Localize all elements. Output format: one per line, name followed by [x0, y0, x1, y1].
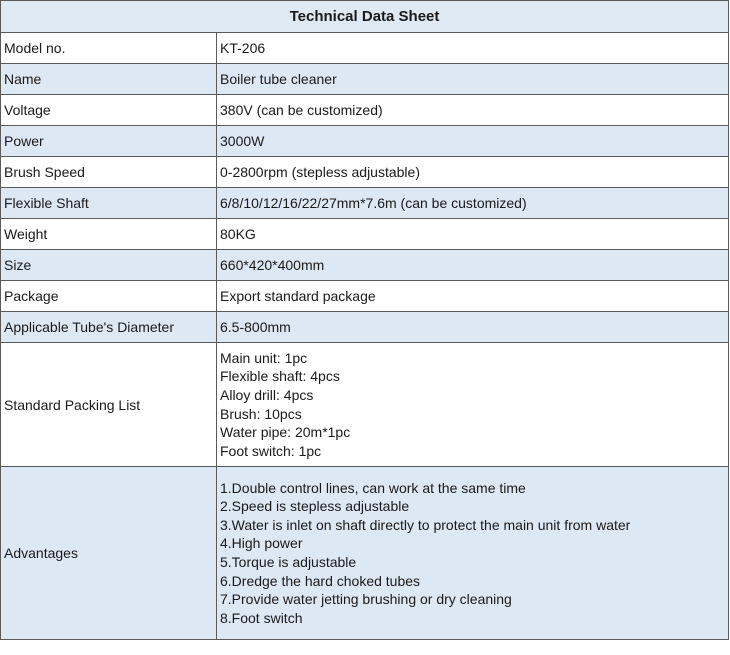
list-item: Flexible shaft: 4pcs	[220, 368, 340, 385]
row-label: Applicable Tube's Diameter	[1, 312, 217, 343]
row-label: Voltage	[1, 95, 217, 126]
row-value: 80KG	[217, 219, 729, 250]
row-label: Advantages	[1, 467, 217, 640]
table-row	[1, 219, 729, 250]
list-item: Main unit: 1pc	[220, 349, 308, 366]
list-item: 5.Torque is adjustable	[220, 554, 357, 570]
list-item: 1.Double control lines, can work at the same time	[220, 479, 526, 496]
list-item: 7.Provide water jetting brushing or dry cleaning	[220, 591, 512, 608]
row-value: 6.5-800mm	[217, 312, 729, 343]
row-value: 660*420*400mm	[217, 250, 729, 281]
row-label: Standard Packing List	[1, 343, 217, 467]
row-value: 380V (can be customized)	[217, 95, 729, 126]
row-label: Flexible Shaft	[1, 188, 217, 219]
row-value: KT-206	[217, 33, 729, 64]
table-row	[1, 64, 729, 95]
table-row	[1, 188, 729, 219]
sheet-title: Technical Data Sheet	[1, 1, 729, 33]
list-item: Brush: 10pcs	[220, 405, 302, 422]
row-value: 6/8/10/12/16/22/27mm*7.6m (can be customized)	[217, 188, 729, 219]
row-label: Size	[1, 250, 217, 281]
table-row	[1, 312, 729, 343]
list-item: 2.Speed is stepless adjustable	[220, 498, 410, 515]
packing-list	[217, 343, 729, 467]
row-value: Export standard package	[217, 281, 729, 312]
table-row	[1, 157, 729, 188]
table-row	[1, 126, 729, 157]
row-label: Package	[1, 281, 217, 312]
row-value: Boiler tube cleaner	[217, 64, 729, 95]
advantages-list	[217, 467, 729, 640]
list-item: 6.Dredge the hard choked tubes	[220, 572, 421, 589]
list-item: 4.High power	[220, 535, 303, 552]
packing-list-row	[1, 343, 729, 467]
list-item: Water pipe: 20m*1pc	[220, 424, 351, 441]
advantages-row	[1, 467, 729, 640]
row-label: Power	[1, 126, 217, 157]
table-row	[1, 250, 729, 281]
row-label: Weight	[1, 219, 217, 250]
row-value: 0-2800rpm (stepless adjustable)	[217, 157, 729, 188]
row-value: 3000W	[217, 126, 729, 157]
list-item: 8.Foot switch	[220, 609, 303, 626]
row-label: Brush Speed	[1, 157, 217, 188]
list-item: Alloy drill: 4pcs	[220, 386, 314, 403]
table-row	[1, 281, 729, 312]
list-item: Foot switch: 1pc	[220, 442, 322, 459]
list-item: 3.Water is inlet on shaft directly to protect the main unit from water	[220, 516, 631, 533]
table-row	[1, 95, 729, 126]
row-label: Name	[1, 64, 217, 95]
title-row	[1, 1, 729, 33]
table-row	[1, 33, 729, 64]
row-label: Model no.	[1, 33, 217, 64]
